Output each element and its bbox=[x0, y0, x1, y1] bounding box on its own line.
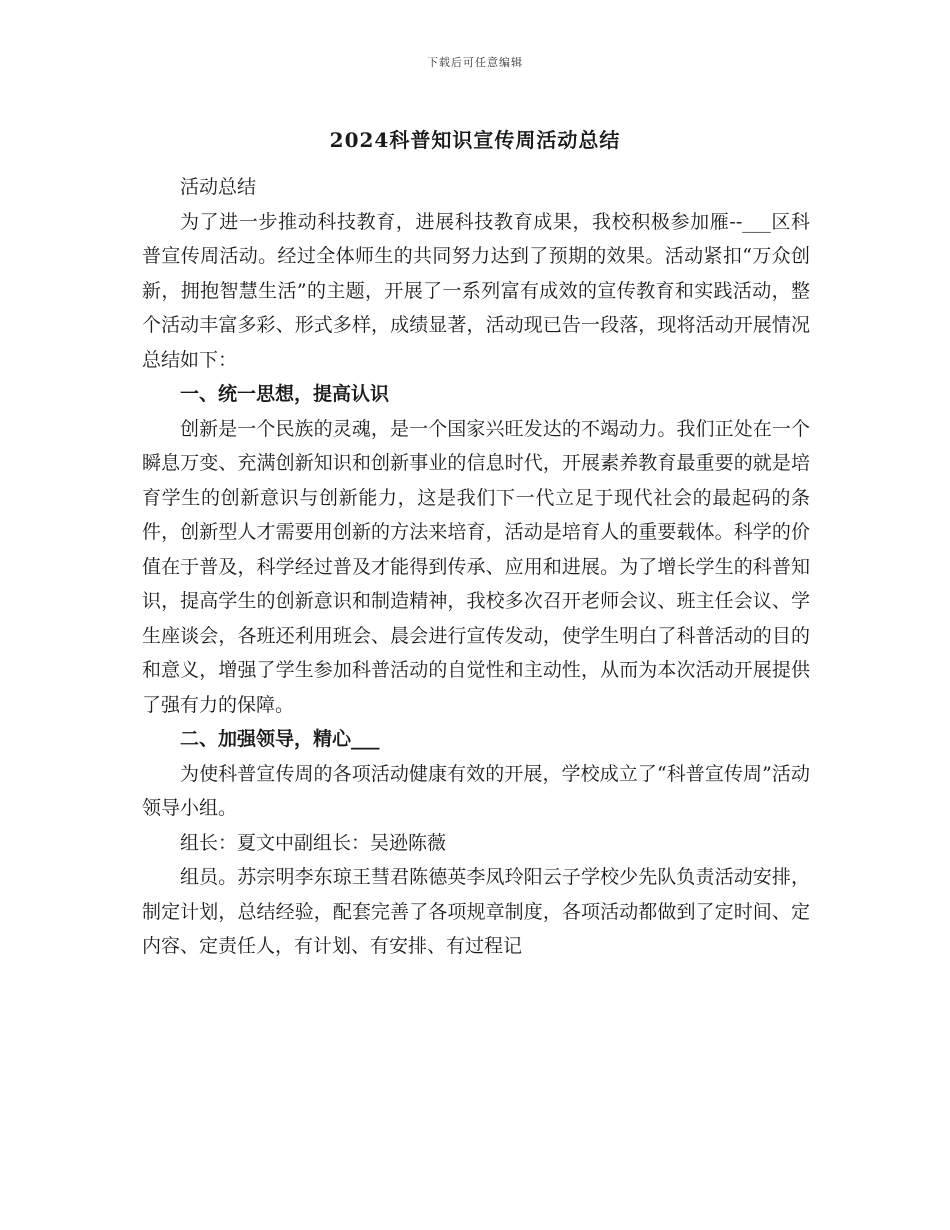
page-header-note: 下载后可任意编辑 bbox=[427, 56, 523, 69]
intro-paragraph: 为了进一步推动科技教育，进展科技教育成果，我校积极参加雁--___区科普宣传周活动。经过全体师生的共同努力达到了预期的效果。活动紧扣“万众创新，拥抱智慧生活”的主题，开展了一系列富有成效的宣传教育和实践活动，整个活动丰富多彩、形式多样，成绩显著，活动现已告一段落，现将活动开展情况总结如下： bbox=[142, 210, 810, 371]
section-2-heading: 二、加强领导，精心___ bbox=[180, 728, 380, 750]
members-paragraph: 组员。苏宗明李东琼王彗君陈德英李凤玲阳云子学校少先队负责活动安排，制定计划，总结经验，配套完善了各项规章制度，各项活动都做到了定时间、定内容、定责任人，有计划、有安排、有过程记 bbox=[142, 866, 810, 957]
section-1-paragraph: 创新是一个民族的灵魂，是一个国家兴旺发达的不竭动力。我们正处在一个瞬息万变、充满创新知识和创新事业的信息时代，开展素养教育最重要的就是培育学生的创新意识与创新能力，这是我们下一代立足于现代社会的最起码的条件，创新型人才需要用创新的方法来培育，活动是培育人的重要载体。科学的价值在于普及，科学经过普及才能得到传承、应用和进展。为了增长学生的科普知识，提高学生的创新意识和制造精神，我校多次召开老师会议、班主任会议、学生座谈会，各班还利用班会、晨会进行宣传发动，使学生明白了科普活动的目的和意义，增强了学生参加科普活动的自觉性和主动性，从而为本次活动开展提供了强有力的保障。 bbox=[142, 417, 810, 716]
section-2-paragraph: 为使科普宣传周的各项活动健康有效的开展，学校成立了“科普宣传周”活动领导小组。 bbox=[142, 762, 810, 819]
document-body bbox=[142, 170, 810, 964]
subtitle-paragraph: 活动总结 bbox=[180, 176, 257, 198]
document-title: 2024科普知识宣传周活动总结 bbox=[329, 128, 621, 152]
leaders-paragraph: 组长：夏文中副组长：吴逊陈薇 bbox=[180, 831, 447, 854]
section-1-heading: 一、统一思想，提高认识 bbox=[180, 383, 390, 405]
